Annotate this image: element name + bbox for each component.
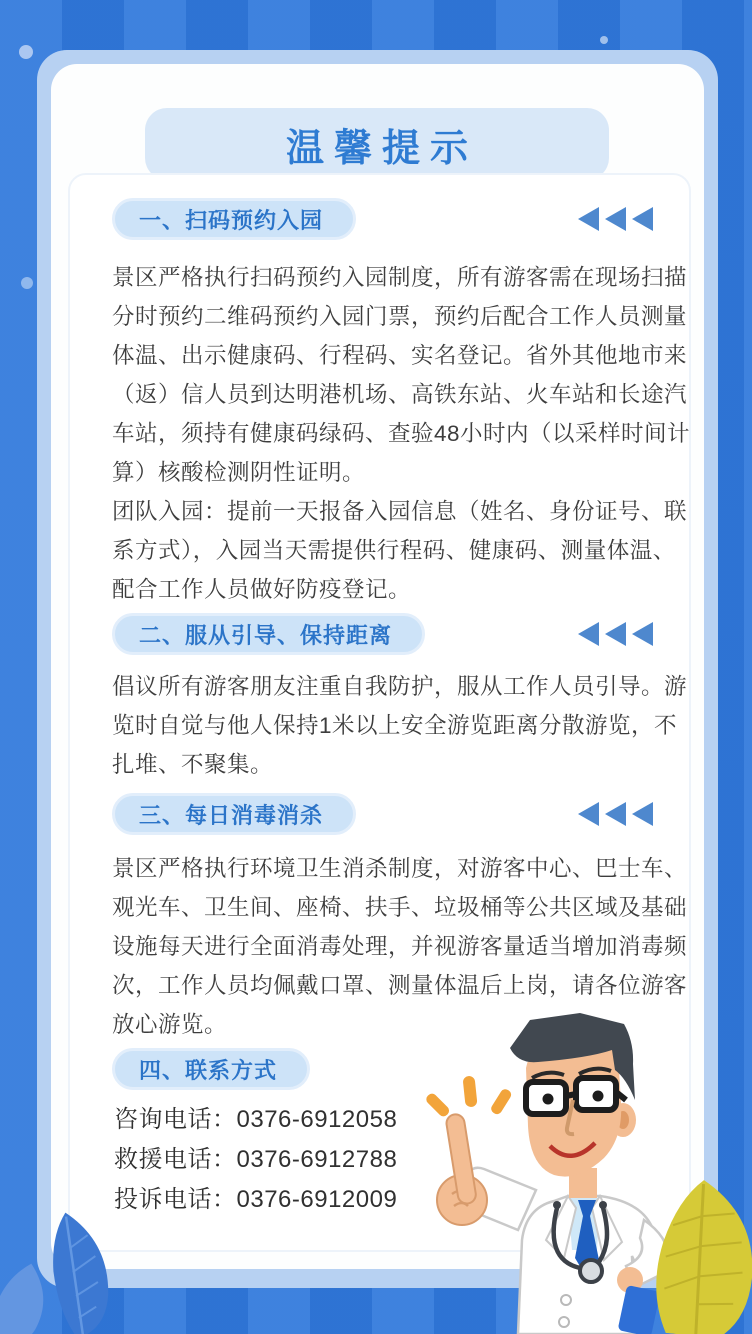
triple-left-arrows-icon: [578, 198, 653, 240]
body-line: 车站，须持有健康码绿码、查验48小时内（以采样时间计: [112, 421, 691, 446]
left-arrow-icon: [578, 207, 599, 231]
body-line: 扎堆、不聚集。: [112, 752, 274, 777]
left-arrow-icon: [578, 802, 599, 826]
left-arrow-icon: [632, 622, 653, 646]
section-2-heading: 二、服从引导、保持距离: [139, 622, 393, 648]
body-line: 次，工作人员均佩戴口罩、测量体温后上岗，请各位游客: [112, 973, 688, 998]
left-arrow-icon: [605, 207, 626, 231]
contact-phone-line: 救援电话：0376-6912788: [114, 1146, 398, 1173]
left-arrow-icon: [578, 622, 599, 646]
poster-title: 温馨提示: [285, 127, 478, 170]
left-arrow-icon: [605, 622, 626, 646]
body-line: 设施每天进行全面消毒处理，并视游客量适当增加消毒频: [112, 934, 688, 959]
body-line: 倡议所有游客朋友注重自我防护，服从工作人员引导。游: [112, 674, 688, 699]
section-2-heading-pill: [112, 613, 425, 655]
decor-dot: [600, 36, 608, 44]
body-line: 景区严格执行扫码预约入园制度，所有游客需在现场扫描: [112, 265, 688, 290]
body-line: 体温、出示健康码、行程码、实名登记。省外其他地市来: [112, 343, 688, 368]
section-4-heading-pill: [112, 1048, 310, 1090]
poster-title-tab: [145, 108, 609, 180]
body-line: 配合工作人员做好防疫登记。: [112, 577, 412, 602]
left-arrow-icon: [605, 802, 626, 826]
section-3-heading-pill: [112, 793, 356, 835]
body-line: 团队入园：提前一天报备入园信息（姓名、身份证号、联: [112, 499, 688, 524]
triple-left-arrows-icon: [578, 613, 653, 655]
decor-dot: [21, 277, 33, 289]
section-1-heading-pill: [112, 198, 356, 240]
body-line: 分时预约二维码预约入园门票，预约后配合工作人员测量: [112, 304, 688, 329]
body-line: 算）核酸检测阴性证明。: [112, 460, 366, 485]
body-line: 览时自觉与他人保持1米以上安全游览距离分散游览，不: [112, 713, 678, 738]
section-3-heading: 三、每日消毒消杀: [139, 802, 324, 828]
contact-phone-line: 咨询电话：0376-6912058: [114, 1106, 398, 1133]
body-line: （返）信人员到达明港机场、高铁东站、火车站和长途汽: [112, 382, 688, 407]
triple-left-arrows-icon: [578, 793, 653, 835]
body-line: 放心游览。: [112, 1012, 228, 1037]
contact-list: [114, 1100, 397, 1220]
section-2-body: [112, 667, 688, 784]
body-line: 系方式），入园当天需提供行程码、健康码、测量体温、: [112, 538, 676, 563]
yellow-leaf-illustration: [626, 1170, 752, 1334]
decor-dot: [19, 45, 33, 59]
body-line: 景区严格执行环境卫生消杀制度，对游客中心、巴士车、: [112, 856, 688, 881]
contact-phone-line: 投诉电话：0376-6912009: [114, 1186, 398, 1213]
section-1-heading: 一、扫码预约入园: [139, 207, 324, 233]
left-arrow-icon: [632, 802, 653, 826]
section-1-body: [112, 258, 691, 609]
left-arrow-icon: [632, 207, 653, 231]
body-line: 观光车、卫生间、座椅、扶手、垃圾桶等公共区域及基础: [112, 895, 688, 920]
section-4-heading: 四、联系方式: [139, 1057, 278, 1083]
